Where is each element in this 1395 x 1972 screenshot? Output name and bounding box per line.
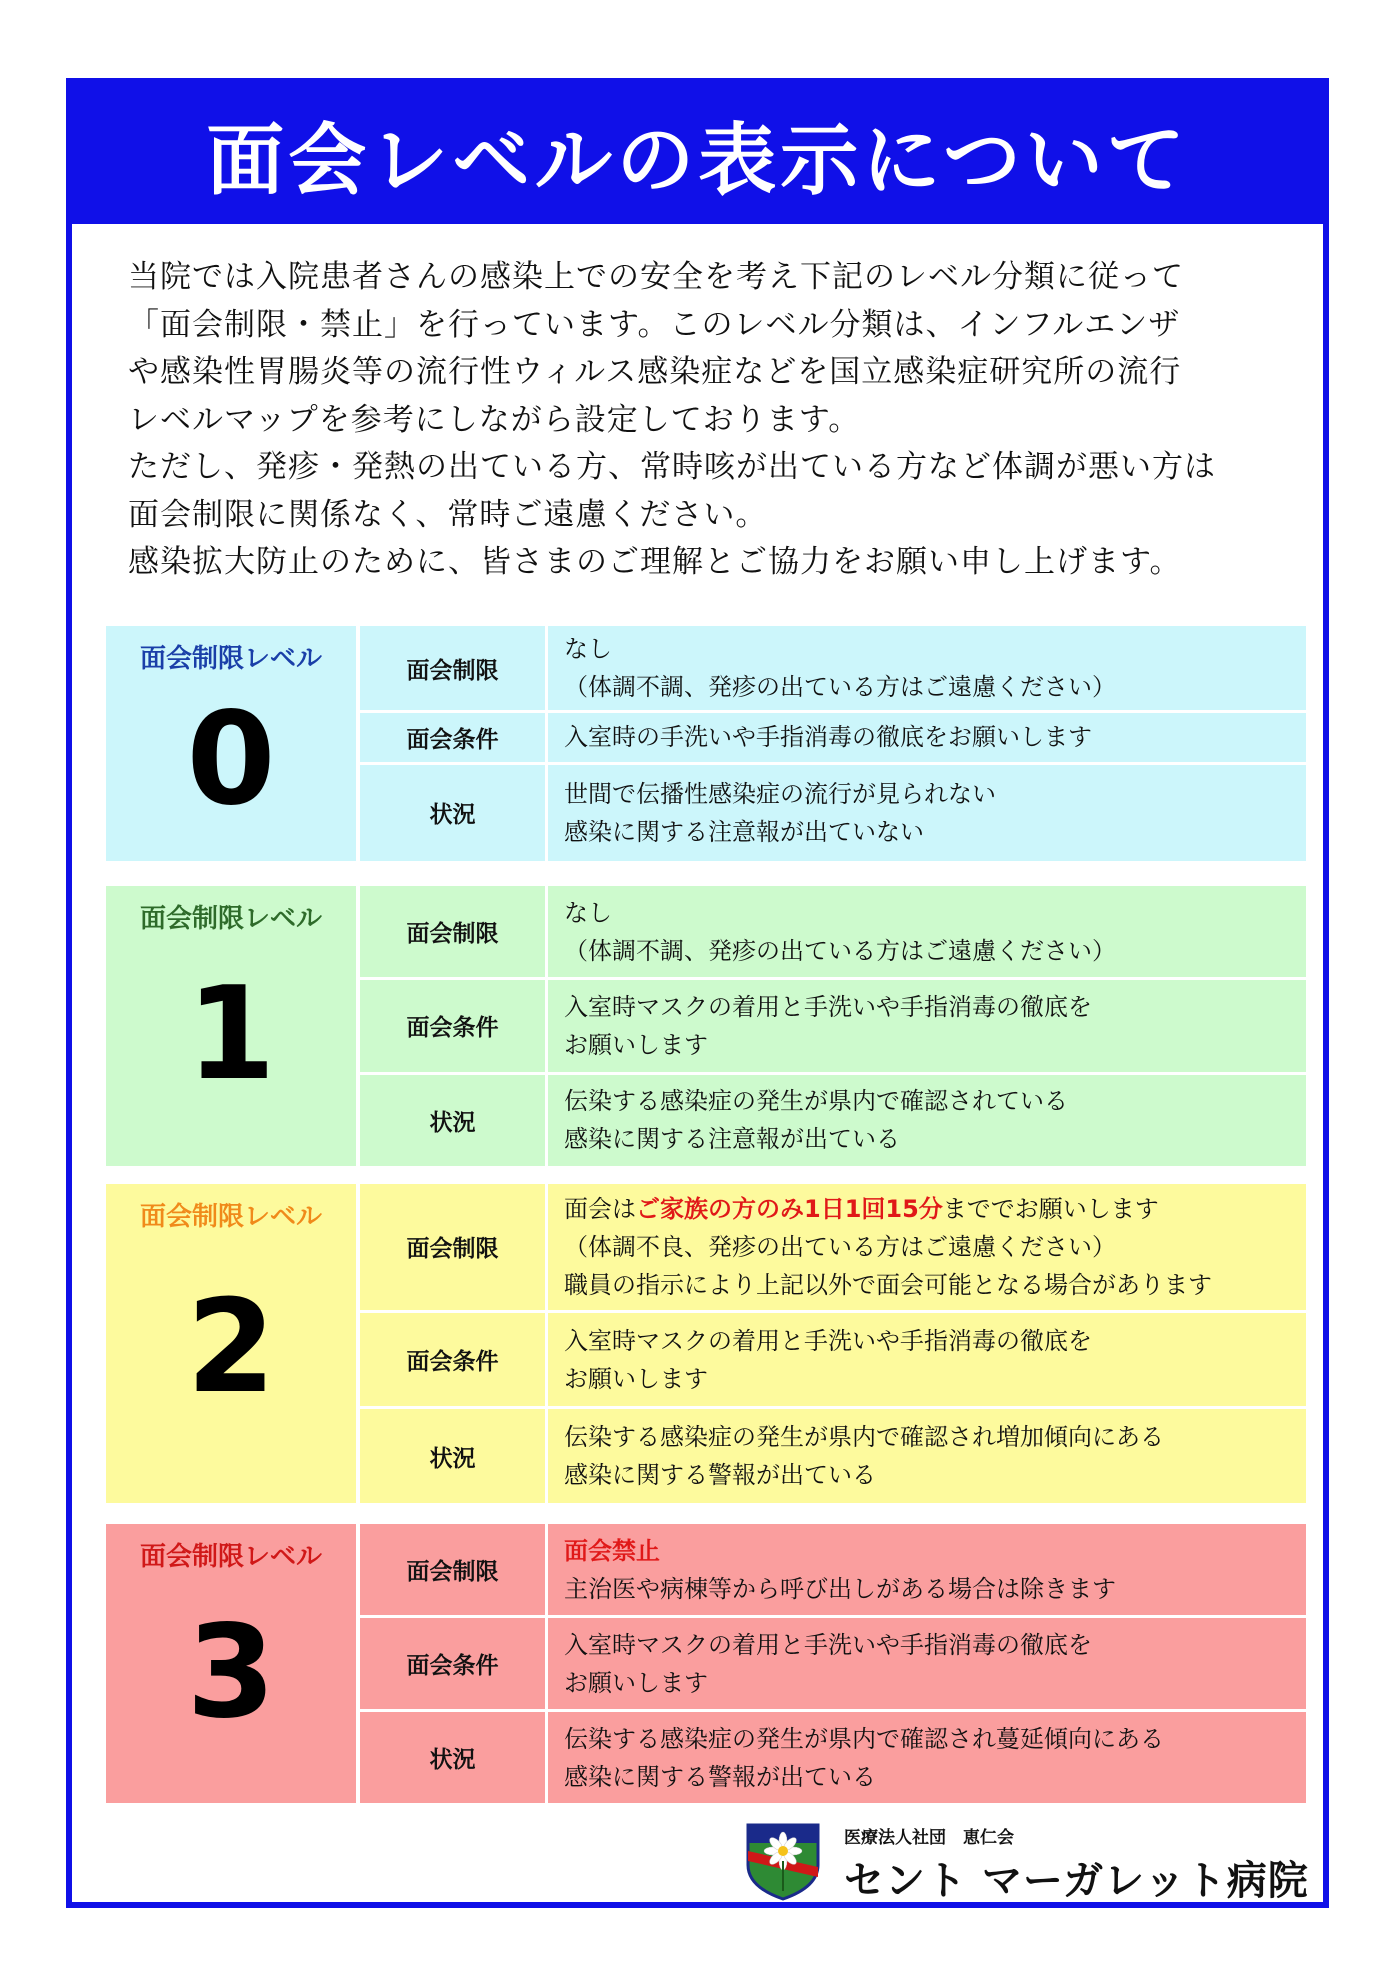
row-text: なし (564, 635, 612, 664)
row-content (548, 626, 1306, 710)
hospital-branding (744, 1817, 1309, 1904)
row-text: 伝染する感染症の発生が県内で確認されている (564, 1087, 1068, 1116)
restriction-row (360, 1184, 1306, 1310)
row-text-highlight: ご家族の方のみ1日1回15分 (636, 1194, 943, 1223)
row-text: 感染に関する注意報が出ていない (564, 817, 924, 846)
conditions-row (360, 977, 1306, 1071)
row-text: お願いします (564, 1668, 708, 1697)
row-text-pre: 面会は (564, 1194, 636, 1223)
intro-line: 感染拡大防止のために、皆さまのご理解とご協力をお願い申し上げます。 (128, 544, 1182, 580)
level-0-header (106, 626, 356, 861)
level-2-header (106, 1184, 356, 1503)
row-text: なし (564, 898, 612, 927)
row-header: 面会制限 (360, 1524, 548, 1615)
row-text: 入室時マスクの着用と手洗いや手指消毒の徹底を (564, 992, 1092, 1021)
intro-line: 「面会制限・禁止」を行っています。このレベル分類は、インフルエンザ (128, 306, 1181, 343)
row-text: 主治医や病棟等から呼び出しがある場合は除きます (564, 1574, 1116, 1603)
level-1-block (106, 886, 1306, 1166)
row-text: 世間で伝播性感染症の流行が見られない (564, 779, 996, 808)
row-content (548, 1075, 1306, 1166)
row-text: お願いします (564, 1364, 708, 1393)
row-text: 伝染する感染症の発生が県内で確認され蔓延傾向にある (564, 1724, 1164, 1753)
row-content (548, 765, 1306, 861)
situation-row (360, 762, 1306, 861)
level-3-block (106, 1524, 1306, 1803)
level-label: 面会制限レベル (139, 644, 322, 674)
level-3-header (106, 1524, 356, 1803)
row-text: （体調不調、発疹の出ている方はご遠慮ください） (564, 673, 1116, 702)
row-header: 状況 (360, 765, 548, 861)
row-text: （体調不調、発疹の出ている方はご遠慮ください） (564, 936, 1116, 965)
row-text: 入室時マスクの着用と手洗いや手指消毒の徹底を (564, 1630, 1092, 1659)
level-label: 面会制限レベル (139, 904, 322, 934)
row-content (548, 1712, 1306, 1803)
row-text: 感染に関する注意報が出ている (564, 1125, 900, 1154)
row-text (564, 1190, 1306, 1228)
row-content (548, 713, 1306, 762)
row-content (548, 1184, 1306, 1310)
level-2-block (106, 1184, 1306, 1503)
row-text: お願いします (564, 1030, 708, 1059)
row-text-highlight: 面会禁止 (564, 1536, 660, 1565)
intro-line: 当院では入院患者さんの感染上での安全を考え下記のレベル分類に従って (128, 259, 1184, 295)
restriction-row (360, 626, 1306, 710)
hospital-emblem-icon (744, 1821, 822, 1901)
row-text-post: まででお願いします (942, 1194, 1159, 1223)
row-text: 感染に関する警報が出ている (564, 1762, 876, 1791)
level-0-rows (360, 626, 1306, 861)
row-header: 面会制限 (360, 1184, 548, 1310)
intro-text (128, 254, 1278, 587)
row-content (548, 886, 1306, 977)
row-content (548, 1524, 1306, 1615)
level-number: 2 (186, 1273, 276, 1422)
intro-line: や感染性胃腸炎等の流行性ウィルス感染症などを国立感染症研究所の流行 (128, 354, 1182, 390)
intro-line: ただし、発疹・発熱の出ている方、常時咳が出ている方など体調が悪い方は (128, 449, 1216, 485)
level-label: 面会制限レベル (139, 1542, 322, 1572)
page-title: 面会レベルの表示について (206, 116, 1189, 206)
restriction-row (360, 886, 1306, 977)
situation-row (360, 1072, 1306, 1166)
poster-frame (66, 78, 1329, 1908)
situation-row (360, 1406, 1306, 1503)
row-header: 状況 (360, 1075, 548, 1166)
row-header: 面会制限 (360, 886, 548, 977)
row-text: 入室時の手洗いや手指消毒の徹底をお願いします (564, 723, 1092, 752)
level-1-rows (360, 886, 1306, 1166)
row-text: 入室時マスクの着用と手洗いや手指消毒の徹底を (564, 1326, 1092, 1355)
situation-row (360, 1709, 1306, 1803)
title-bar (72, 84, 1323, 224)
row-header: 面会条件 (360, 980, 548, 1071)
row-text: 伝染する感染症の発生が県内で確認され増加傾向にある (564, 1423, 1164, 1452)
row-header: 面会制限 (360, 626, 548, 710)
corporation-name: 医療法人社団 恵仁会 (844, 1828, 1014, 1848)
row-text: 職員の指示により上記以外で面会可能となる場合があります (564, 1270, 1212, 1299)
row-content (548, 1618, 1306, 1709)
row-text: 感染に関する警報が出ている (564, 1461, 876, 1490)
level-2-rows (360, 1184, 1306, 1503)
level-1-header (106, 886, 356, 1166)
row-header: 状況 (360, 1409, 548, 1503)
row-header: 面会条件 (360, 1313, 548, 1407)
row-header: 面会条件 (360, 1618, 548, 1709)
level-label: 面会制限レベル (139, 1202, 322, 1232)
level-3-rows (360, 1524, 1306, 1803)
row-header: 状況 (360, 1712, 548, 1803)
row-content (548, 1409, 1306, 1503)
conditions-row (360, 1615, 1306, 1709)
row-header: 面会条件 (360, 713, 548, 762)
level-number: 3 (186, 1598, 276, 1747)
level-number: 1 (186, 960, 276, 1109)
intro-line: レベルマップを参考にしながら設定しております。 (128, 401, 861, 438)
level-number: 0 (186, 685, 276, 834)
hospital-name: セント マーガレット病院 (844, 1858, 1309, 1904)
restriction-row (360, 1524, 1306, 1615)
row-text: （体調不良、発疹の出ている方はご遠慮ください） (564, 1232, 1116, 1261)
conditions-row (360, 710, 1306, 762)
intro-line: 面会制限に関係なく、常時ご遠慮ください。 (128, 496, 768, 533)
conditions-row (360, 1310, 1306, 1407)
level-0-block (106, 626, 1306, 861)
row-content (548, 980, 1306, 1071)
row-content (548, 1313, 1306, 1407)
